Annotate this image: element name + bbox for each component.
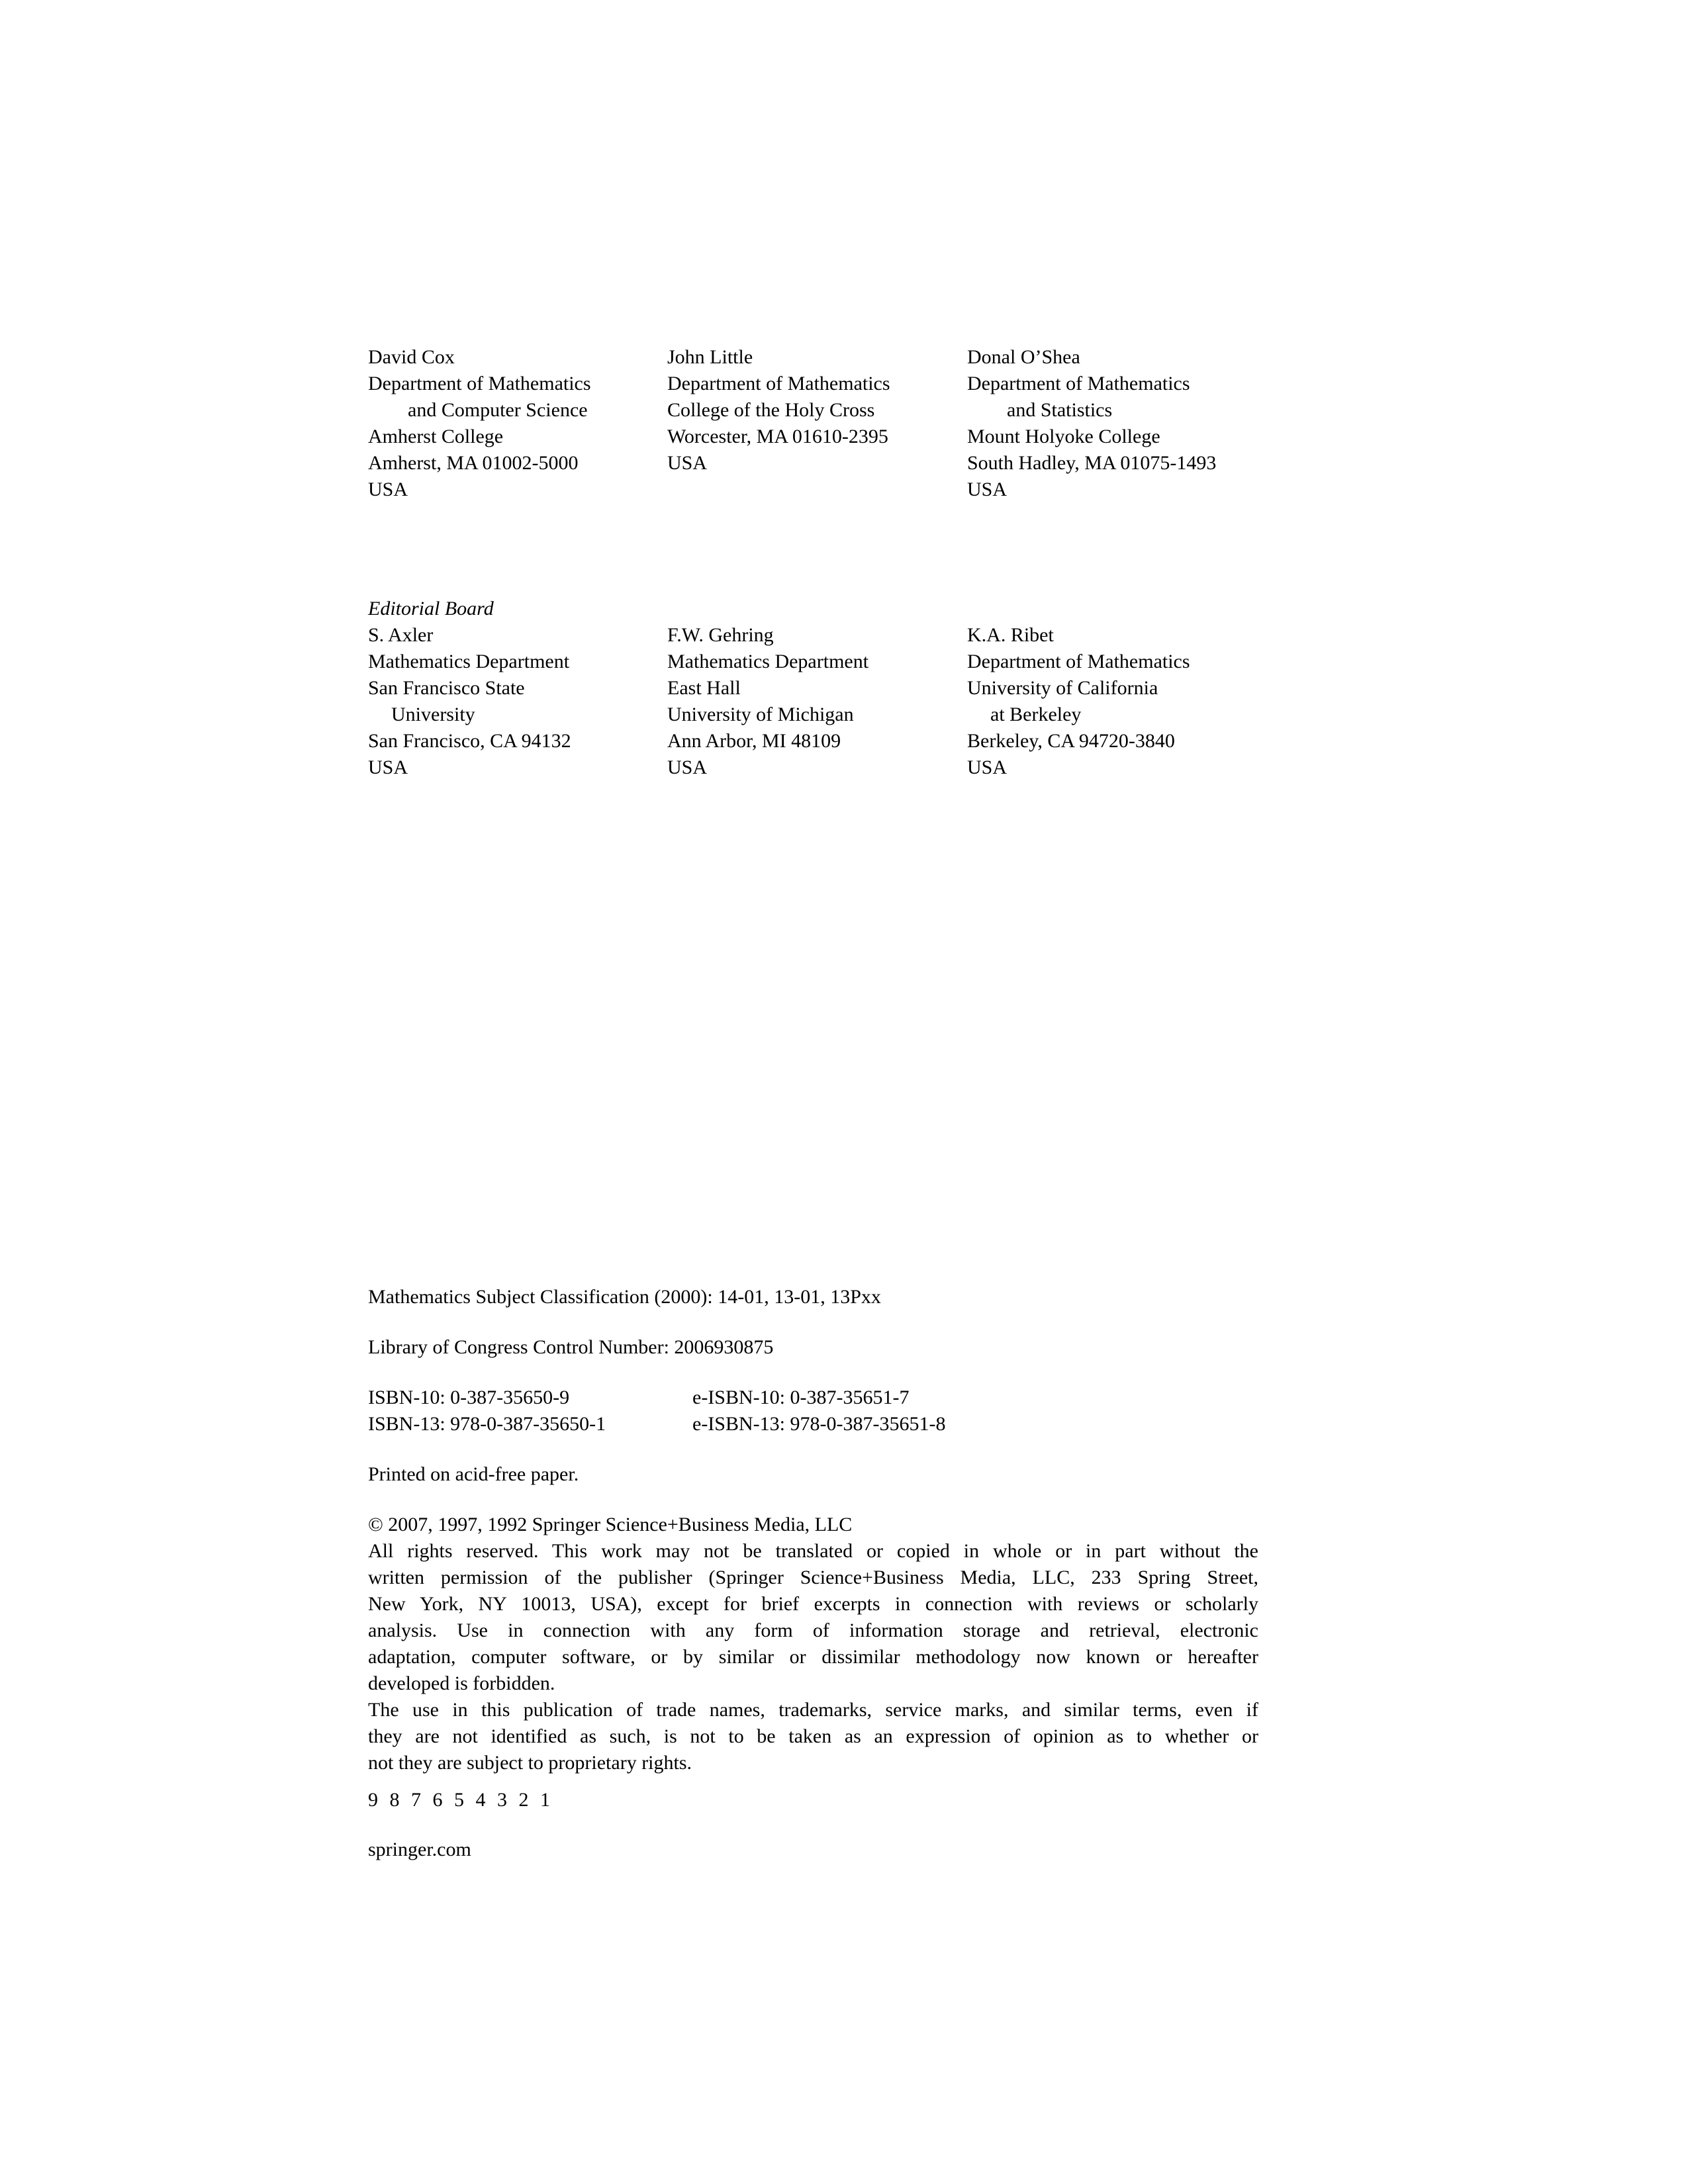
author-name: David Cox [368,346,455,368]
editor-column-gehring [667,622,967,781]
author-block [368,344,1258,503]
publisher-website: springer.com [368,1839,471,1860]
author-affiliation-line: and Computer Science [408,399,588,421]
copyright-year-line: © 2007, 1997, 1992 Springer Science+Business Media, LLC [368,1514,853,1535]
trademark-text-line: not they are subject to proprietary rights. [368,1752,692,1774]
editor-name: F.W. Gehring [667,624,774,646]
trademark-text-line: they are not identified as such, is not to be taken as an expression of opinion as to whether or [368,1725,1258,1747]
editor-affiliation-line: Mathematics Department [368,651,570,672]
author-affiliation-line: Department of Mathematics [667,373,890,394]
editor-column-axler [368,622,667,781]
e-isbn-10: e-ISBN-10: 0-387-35651-7 [692,1387,910,1408]
author-affiliation-line: Amherst College [368,426,504,447]
author-affiliation-line: Mount Holyoke College [967,426,1160,447]
author-affiliation-line: College of the Holy Cross [667,399,875,421]
editor-address-line: Berkeley, CA 94720-3840 [967,730,1175,752]
author-name: Donal O’Shea [967,346,1080,368]
author-name: John Little [667,346,753,368]
editor-country-line: USA [967,756,1008,778]
author-country-line: USA [667,452,708,474]
lccn-line: Library of Congress Control Number: 2006930875 [368,1336,774,1358]
author-column-cox [368,344,667,503]
editor-affiliation-line: at Berkeley [990,704,1082,725]
printing-run-line: 9 8 7 6 5 4 3 2 1 [368,1789,550,1811]
author-affiliation-line: Department of Mathematics [368,373,591,394]
editor-affiliation-line: East Hall [667,677,741,699]
editor-column-ribet [967,622,1258,781]
editorial-board-block [368,596,1258,781]
editor-affiliation-line: University of Michigan [667,704,854,725]
editorial-board-columns [368,622,1258,781]
author-address-line: Amherst, MA 01002-5000 [368,452,579,474]
subject-classification-line: Mathematics Subject Classification (2000): 14-01, 13-01, 13Pxx [368,1286,881,1308]
editor-name: S. Axler [368,624,434,646]
copyright-text-line: adaptation, computer software, or by similar or dissimilar methodology now known or hereafter [368,1646,1258,1668]
author-country-line: USA [368,478,408,500]
e-isbn-13: e-ISBN-13: 978-0-387-35651-8 [692,1413,946,1435]
isbn-block [368,1385,1258,1437]
editor-country-line: USA [667,756,708,778]
editor-country-line: USA [368,756,408,778]
editor-affiliation-line: University [391,704,475,725]
isbn-row [368,1385,1258,1411]
author-address-line: Worcester, MA 01610-2395 [667,426,888,447]
copyright-text-line: analysis. Use in connection with any form of information storage and retrieval, electronic [368,1619,1258,1641]
isbn-row [368,1411,1258,1437]
editor-affiliation-line: Mathematics Department [667,651,869,672]
copyright-text-line: All rights reserved. This work may not be translated or copied in whole or in part without the [368,1540,1258,1562]
editorial-board-heading: Editorial Board [368,598,494,619]
author-address-line: South Hadley, MA 01075-1493 [967,452,1217,474]
copyright-text-line: written permission of the publisher (Springer Science+Business Media, LLC, 233 Spring Street, [368,1567,1258,1588]
copyright-text-line: New York, NY 10013, USA), except for brief excerpts in connection with reviews or scholarly [368,1593,1258,1615]
trademark-text-line: The use in this publication of trade names, trademarks, service marks, and similar terms, even if [368,1699,1258,1721]
acid-free-note: Printed on acid-free paper. [368,1463,579,1485]
author-column-oshea [967,344,1258,503]
editor-affiliation-line: Department of Mathematics [967,651,1190,672]
editor-affiliation-line: San Francisco State [368,677,525,699]
copyright-notice [368,1512,1258,1776]
editor-address-line: Ann Arbor, MI 48109 [667,730,841,752]
copyright-text-line: developed is forbidden. [368,1672,555,1694]
editor-affiliation-line: University of California [967,677,1158,699]
isbn-13: ISBN-13: 978-0-387-35650-1 [368,1413,606,1435]
author-affiliation-line: Department of Mathematics [967,373,1190,394]
author-country-line: USA [967,478,1008,500]
author-affiliation-line: and Statistics [1007,399,1113,421]
isbn-10: ISBN-10: 0-387-35650-9 [368,1387,570,1408]
editor-address-line: San Francisco, CA 94132 [368,730,571,752]
editor-name: K.A. Ribet [967,624,1054,646]
author-column-little [667,344,967,503]
